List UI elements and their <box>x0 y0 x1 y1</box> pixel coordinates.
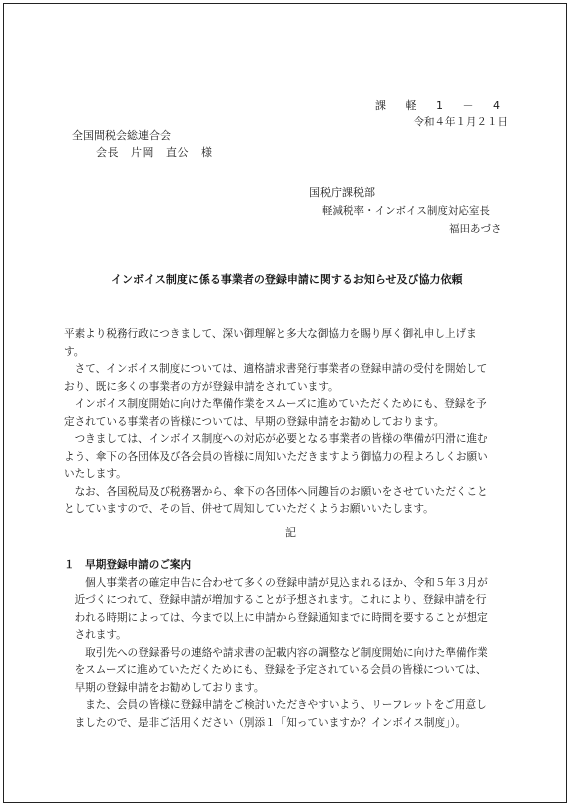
body-line: つきましては、インボイス制度への対応が必要となる事業者の皆様の準備が円滑に進む <box>64 433 488 445</box>
body-line: インボイス制度開始に向けた準備作業をスムーズに進めていただくためにも、登録を予 <box>64 398 487 410</box>
section-line: 近づくにつれて、登録申請が増加することが予想されます。これにより、登録申請を行 <box>64 594 487 606</box>
body-line: 定されている事業者の皆様については、早期の登録申請をお勧めしております。 <box>64 415 445 428</box>
section-line: 取引先への登録番号の連絡や請求書の記載内容の調整など制度開始に向けた準備作業 <box>64 646 488 659</box>
body-line: としていますので、その旨、併せて周知していただくようお願いいたします。 <box>64 503 434 515</box>
document-title: インボイス制度に係る事業者の登録申請に関するお知らせ及び協力依頼 <box>111 273 463 286</box>
body-line: す。 <box>64 345 85 358</box>
body-line: よう、傘下の各団体及び各会員の皆様に周知いただきますよう御協力の程よろしくお願い <box>64 450 488 463</box>
body-line: 平素より税務行政につきまして、深い御理解と多大な御協力を賜り厚く御礼申し上げま <box>64 328 477 340</box>
addressee-honorific: 様 <box>201 146 213 159</box>
section-line: 早期の登録申請をお勧めしております。 <box>64 681 265 694</box>
section-early-registration <box>64 557 524 732</box>
sender-office: 国税庁課税部 <box>309 186 375 199</box>
section-heading: １ 早期登録申請のご案内 <box>64 559 192 571</box>
body-line: なお、各国税局及び税務署から、傘下の各団体へ同趣旨のお願いをさせていただくこと <box>64 485 488 498</box>
addressee-person <box>96 146 225 160</box>
sender-division: 軽減税率・インボイス制度対応室長 <box>322 205 490 217</box>
reference-number: 課 軽 1 － 4 <box>375 99 508 112</box>
body-line: いたします。 <box>64 468 127 480</box>
section-line: ましたので、是非ご活用ください（別添１「知っていますか？インボイス制度」）。 <box>64 716 467 729</box>
body-line: おり、既に多くの事業者の方が登録申請をされています。 <box>64 380 339 393</box>
document-body <box>64 326 524 519</box>
section-line: されます。 <box>64 629 127 641</box>
section-line: われる時期によっては、今まで以上に申請から登録通知までに時間を要することが想定 <box>64 611 488 624</box>
addressee-organization: 全国間税会総連合会 <box>72 129 171 142</box>
section-line: 個人事業者の確定申告に合わせて多くの登録申請が見込まれるほか、令和５年３月が <box>64 576 488 589</box>
document-page <box>3 3 567 803</box>
section-line: をスムーズに進めていただくためにも、登録を予定されている会員の皆様については、 <box>64 664 487 676</box>
addressee-surname: 片岡 <box>131 146 154 159</box>
sender-name: 福田あづさ <box>449 223 502 235</box>
body-line: さて、インボイス制度については、適格請求書発行事業者の登録申請の受付を開始して <box>64 363 488 375</box>
ki-marker: 記 <box>285 526 296 539</box>
addressee-role: 会長 <box>96 146 119 159</box>
addressee-given-name: 直公 <box>166 146 189 159</box>
section-line: また、会員の皆様に登録申請をご検討いただきやすいよう、リーフレットをご用意し <box>64 699 487 711</box>
issue-date: 令和４年１月２１日 <box>413 116 508 128</box>
